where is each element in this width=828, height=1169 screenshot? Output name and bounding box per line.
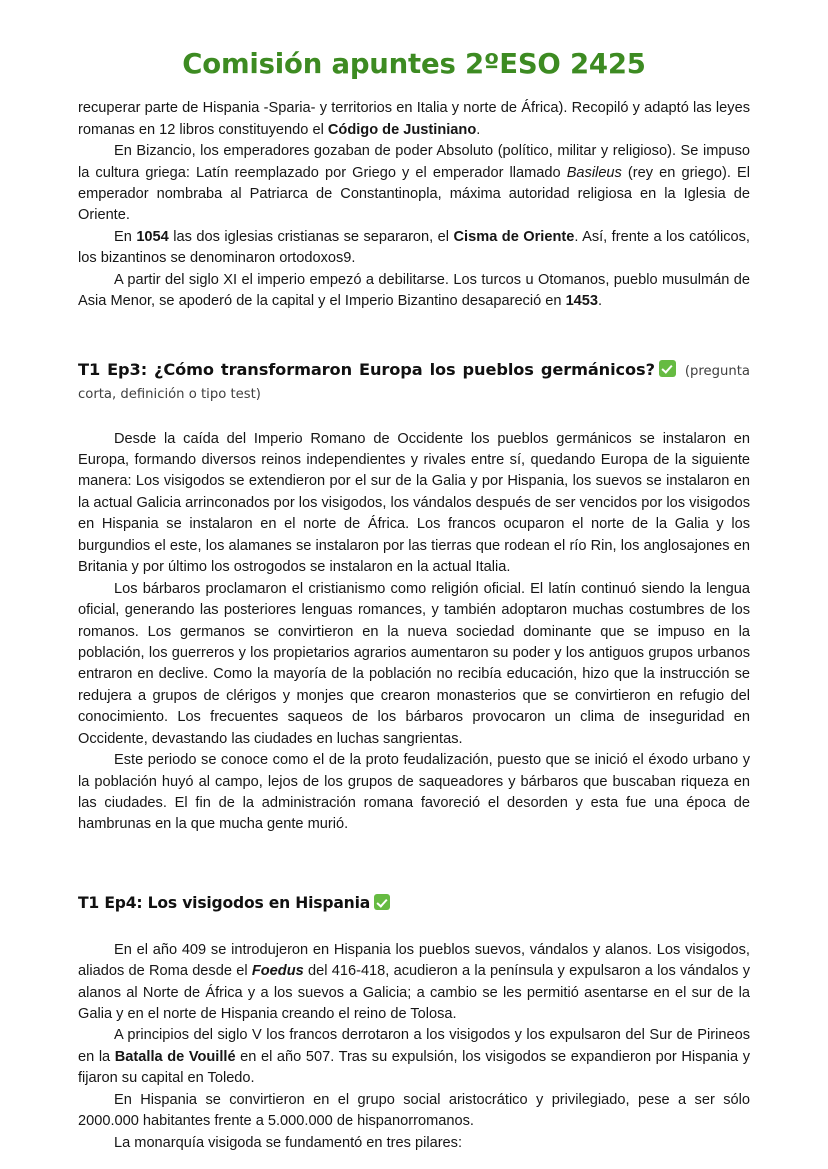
heading-t1-ep3-note: (pregunta corta, definición o tipo test)	[78, 363, 750, 403]
paragraph	[78, 98, 750, 141]
page-title: Comisión apuntes 2ºESO 2425	[182, 48, 646, 80]
section-ep4	[78, 940, 750, 1154]
paragraph	[78, 1025, 750, 1089]
emphasis-italic: Basileus	[566, 164, 622, 181]
emphasis-bold: 1054	[136, 228, 169, 245]
text-run: Este periodo se conoce como el de la proto feudalización, puesto que se inició el éxodo urbano y la población huyó al campo, lejos de los grupos de saqueadores y bárbaros que buscaban riqueza en las ciudades. El fin de la administración romana favoreció el desorden y esta fue una época de hambrunas en la que mucha gente murió.	[78, 752, 750, 833]
emphasis-bold: 1453	[565, 293, 599, 310]
text-run: En Bizancio, los emperadores gozaban de poder Absoluto (político, militar y religioso). Se impuso la cultura griega: Latín reemplazado por Griego y el emperador llamado	[78, 143, 750, 181]
emphasis-bold: Batalla de Vouillé	[114, 1048, 236, 1065]
heading-t1-ep3-text: T1 Ep3: ¿Cómo transformaron Europa los pueblos germánicos?	[78, 359, 655, 379]
text-run: (rey en griego). El emperador nombraba al Patriarca de Constantinopla, máxima autoridad religiosa en la Iglesia de Oriente.	[78, 164, 750, 224]
heading-t1-ep4-text: T1 Ep4: Los visigodos en Hispania	[78, 893, 371, 912]
text-run: .	[598, 293, 603, 310]
text-run: A partir del siglo XI el imperio empezó a debilitarse. Los turcos u Otomanos, pueblo musulmán de Asia Menor, se apoderó de la capital y el Imperio Bizantino desapareció en	[78, 271, 750, 310]
text-run: del 416-418, acudieron a la península y expulsaron a los vándalos y alanos al Norte de África y a los suevos a Galicia; a cambio se les permitió asentarse en el sur de la Galia y en el norte de Hispania creando el reino de Tolosa.	[78, 963, 750, 1023]
emphasis-bold: Código de Justiniano	[327, 121, 477, 138]
paragraph	[78, 1090, 750, 1133]
paragraph	[78, 227, 750, 270]
emphasis-bold-italic: Foedus	[251, 963, 304, 980]
text-run: Desde la caída del Imperio Romano de Occidente los pueblos germánicos se instalaron en Europa, formando diversos reinos independientes y rivales entre sí, quedando Europa de la siguiente manera: Los visigodos se extendieron por el sur de la Galia y por Hispania, los suevos se instalaron en la actual Galicia arrinconados por los visigodos, los vándalos después de ser vencidos por los visigodos en Hispania se instalaron en el norte de África. Los francos ocuparon el norte de la Galia y los burgundios el este, los alamanes se instalaron por las tierras que rodean el río Rin, los anglosajones en Britania y por último los ostrogodos se instalaron en la actual Italia.	[78, 430, 750, 576]
heading-t1-ep4	[78, 893, 750, 915]
section-bizancio	[78, 98, 750, 312]
text-run: en el año 507. Tras su expulsión, los visigodos se expandieron por Hispania y fijaron su capital en Toledo.	[78, 1048, 750, 1087]
white-check-mark-icon	[659, 360, 676, 377]
paragraph	[78, 1133, 750, 1154]
text-run: A principios del siglo V los francos derrotaron a los visigodos y los expulsaron del Sur de Pirineos en la	[78, 1027, 750, 1065]
paragraph	[78, 141, 750, 227]
text-run: recuperar parte de Hispania -Sparia- y territorios en Italia y norte de África). Recopiló y adaptó las leyes romanas en 12 libros constituyendo el	[78, 100, 750, 138]
paragraph	[78, 940, 750, 1026]
text-run: . Así, frente a los católicos, los bizantinos se denominaron ortodoxos9.	[78, 228, 750, 267]
text-run: .	[476, 121, 481, 138]
paragraph	[78, 579, 750, 751]
text-run: las dos iglesias cristianas se separaron, el	[168, 228, 454, 245]
emphasis-bold: Cisma de Oriente	[453, 228, 575, 245]
white-check-mark-icon	[374, 894, 390, 910]
text-run: Los bárbaros proclamaron el cristianismo como religión oficial. El latín continuó siendo la lengua oficial, generando las posteriores lenguas romances, y también adoptaron muchas costumbres de los romanos. Los germanos se convirtieron en la nueva sociedad dominante que se impuso en la población, los guerreros y los propietarios agrarios aumentaron su poder y los antiguos grupos urbanos entraron en declive. Como la mayoría de la población no recibía educación, hizo que la instrucción se redujera a grupos de clérigos y monjes que crearon monasterios que se convirtieron en refugio del conocimiento. Los frecuentes saqueos de los bárbaros provocaron un clima de inseguridad en Occidente, devastando las ciudades en luchas sangrientas.	[78, 580, 750, 747]
text-run: En	[114, 228, 137, 245]
text-run: En Hispania se convirtieron en el grupo social aristocrático y privilegiado, pese a ser sólo 2000.000 habitantes frente a 5.000.000 de hispanorromanos.	[78, 1091, 750, 1130]
text-run: En el año 409 se introdujeron en Hispania los pueblos suevos, vándalos y alanos. Los visigodos, aliados de Roma desde el	[78, 941, 750, 980]
text-run: La monarquía visigoda se fundamentó en tres pilares:	[114, 1134, 463, 1151]
paragraph	[78, 429, 750, 579]
section-ep3	[78, 429, 750, 836]
paragraph	[78, 750, 750, 836]
paragraph	[78, 270, 750, 313]
heading-t1-ep3	[78, 358, 750, 405]
